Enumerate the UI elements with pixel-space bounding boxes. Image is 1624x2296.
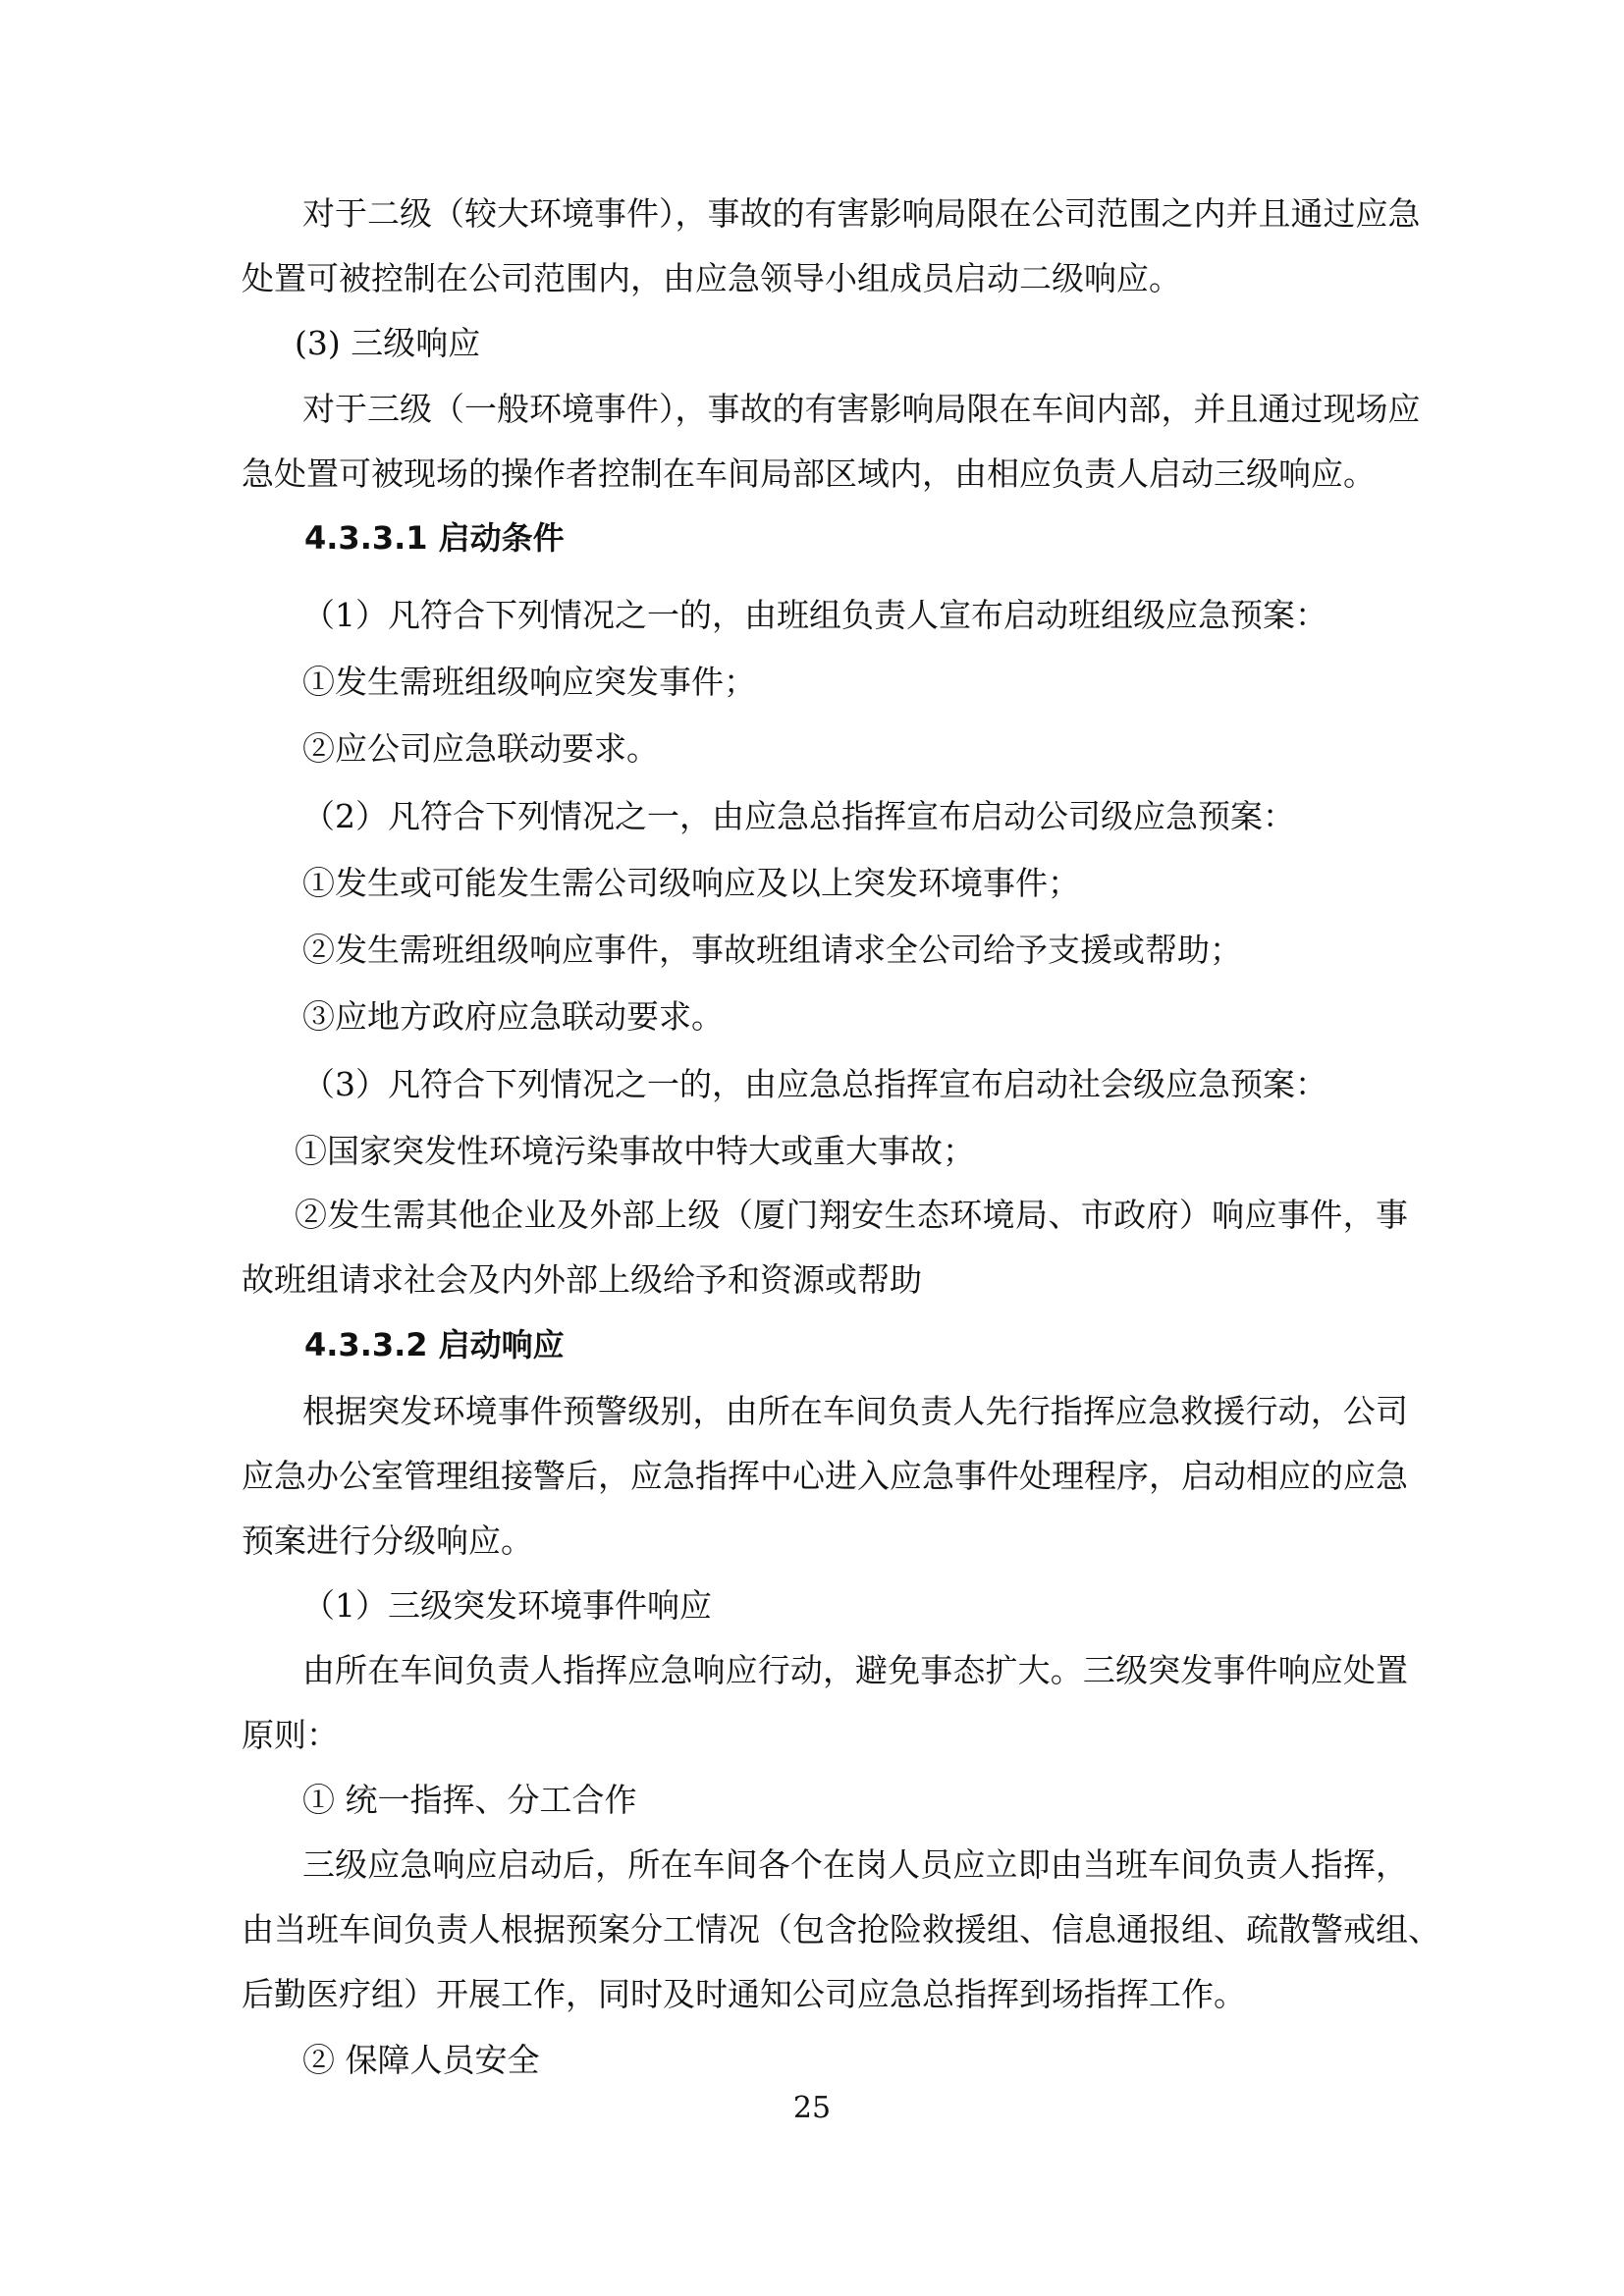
paragraph-line: （1）凡符合下列情况之一的，由班组负责人宣布启动班组级应急预案： — [302, 596, 1327, 634]
paragraph-line: 三级应急响应启动后，所在车间各个在岗人员应立即由当班车间负责人指挥， — [302, 1845, 1408, 1884]
paragraph-line: 应急办公室管理组接警后，应急指挥中心进入应急事件处理程序，启动相应的应急 — [242, 1457, 1408, 1495]
list-heading: （1）三级突发环境事件响应 — [302, 1586, 712, 1625]
paragraph-line: （2）凡符合下列情况之一，由应急总指挥宣布启动公司级应急预案： — [302, 797, 1295, 835]
list-item: ②发生需班组级响应事件，事故班组请求全公司给予支援或帮助； — [302, 931, 1242, 969]
paragraph-line: 由所在车间负责人指挥应急响应行动，避免事态扩大。三级突发事件响应处置 — [302, 1651, 1408, 1689]
list-item: ③应地方政府应急联动要求。 — [302, 997, 724, 1036]
section-heading: 4.3.3.1 启动条件 — [304, 519, 565, 557]
paragraph-line: 急处置可被现场的操作者控制在车间局部区域内，由相应负责人启动三级响应。 — [242, 454, 1376, 493]
paragraph-line: 故班组请求社会及内外部上级给予和资源或帮助 — [242, 1260, 922, 1299]
paragraph-line: 原则： — [242, 1716, 339, 1754]
paragraph-line: 后勤医疗组）开展工作，同时及时通知公司应急总指挥到场指挥工作。 — [242, 1975, 1246, 2013]
list-item: ①国家突发性环境污染事故中特大或重大事故； — [295, 1132, 975, 1170]
paragraph-line: 对于二级（较大环境事件），事故的有害影响局限在公司范围之内并且通过应急 — [302, 194, 1421, 233]
section-heading: 4.3.3.2 启动响应 — [304, 1326, 565, 1363]
paragraph-line: 预案进行分级响应。 — [242, 1522, 533, 1560]
page-number: 25 — [792, 2091, 832, 2125]
list-item: ①发生或可能发生需公司级响应及以上突发环境事件； — [302, 864, 1080, 902]
paragraph-line: （3）凡符合下列情况之一的，由应急总指挥宣布启动社会级应急预案： — [302, 1065, 1327, 1103]
list-heading: (3) 三级响应 — [295, 324, 481, 362]
paragraph-line: 处置可被控制在公司范围内，由应急领导小组成员启动二级响应。 — [242, 259, 1181, 297]
list-item: ②发生需其他企业及外部上级（厦门翔安生态环境局、市政府）响应事件，事 — [295, 1196, 1408, 1234]
paragraph-line: 对于三级（一般环境事件），事故的有害影响局限在车间内部，并且通过现场应 — [302, 390, 1421, 428]
paragraph-line: 由当班车间负责人根据预案分工情况（包含抢险救援组、信息通报组、疏散警戒组、 — [242, 1910, 1440, 1949]
list-item: ①发生需班组级响应突发事件； — [302, 663, 756, 701]
list-item: ① 统一指挥、分工合作 — [302, 1781, 637, 1819]
list-item: ② 保障人员安全 — [302, 2041, 540, 2079]
list-item: ②应公司应急联动要求。 — [302, 729, 659, 768]
paragraph-line: 根据突发环境事件预警级别，由所在车间负责人先行指挥应急救援行动，公司 — [302, 1392, 1408, 1430]
